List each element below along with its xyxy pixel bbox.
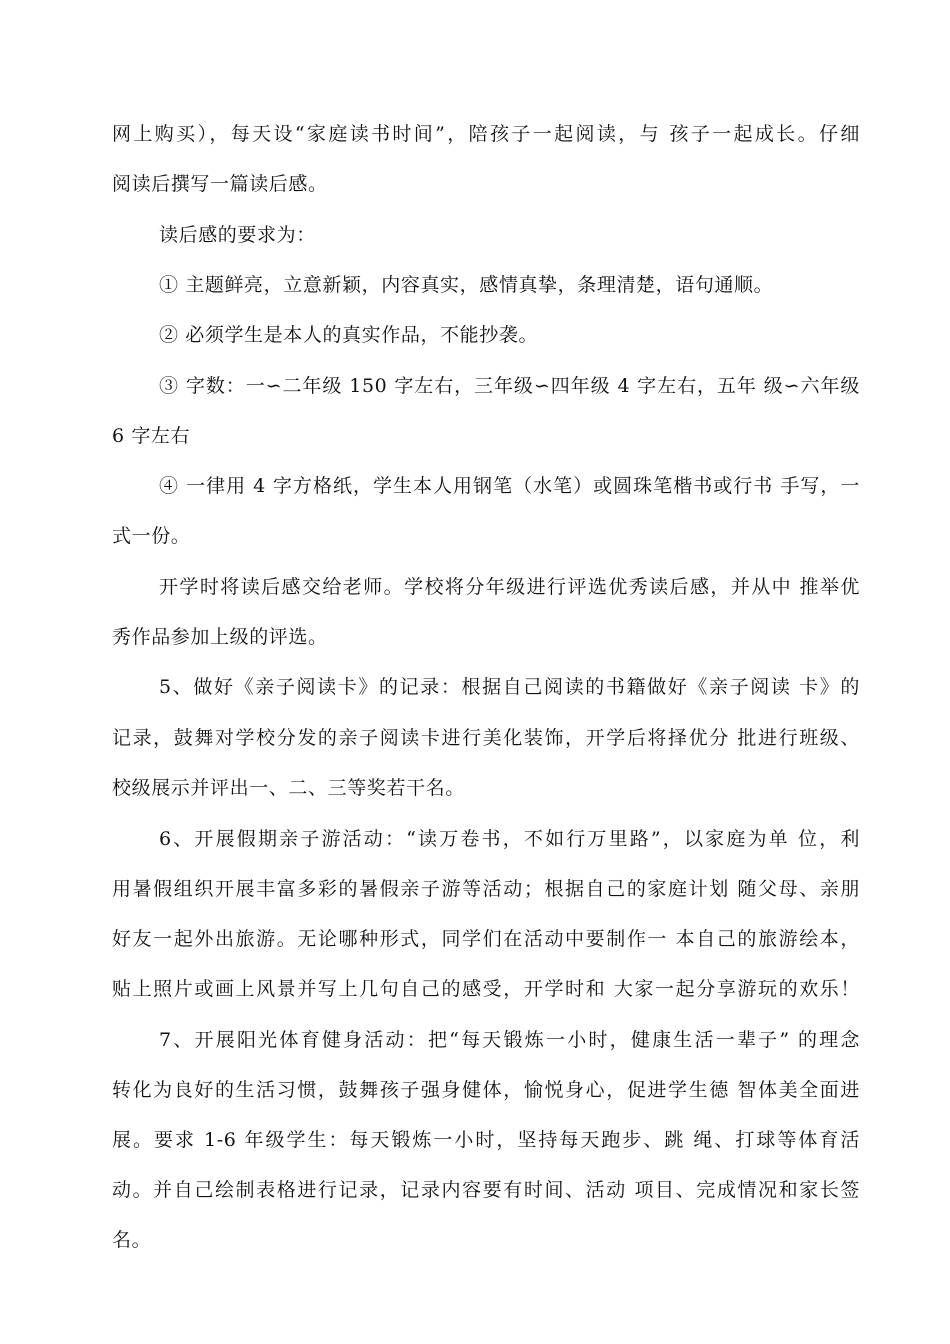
text-line: 用暑假组织开展丰富多彩的暑假亲子游等活动；根据自己的家庭计划 随父母、亲朋 <box>112 878 860 900</box>
text-line: ① 主题鲜亮，立意新颖，内容真实，感情真挚，条理清楚，语句通顺。 <box>159 274 774 296</box>
text-line: 转化为良好的生活习惯，鼓舞孩子强身健体，愉悦身心，促进学生德 智体美全面进 <box>112 1079 860 1101</box>
text-line: 5、做好《亲子阅读卡》的记录：根据自己阅读的书籍做好《亲子阅读 卡》的 <box>159 676 860 698</box>
text-line: ④ 一律用 4 字方格纸，学生本人用钢笔（水笔）或圆珠笔楷书或行书 手写，一 <box>159 475 860 497</box>
text-line: 秀作品参加上级的评选。 <box>112 626 328 648</box>
text-line: 阅读后撰写一篇读后感。 <box>112 173 328 195</box>
text-line: 展。要求 1-6 年级学生：每天锻炼一小时，坚持每天跑步、跳 绳、打球等体育活 <box>112 1129 860 1151</box>
text-line: 动。并自己绘制表格进行记录，记录内容要有时间、活动 项目、完成情况和家长签 <box>112 1179 860 1201</box>
text-line: 读后感的要求为： <box>159 224 316 246</box>
text-line: 记录，鼓舞对学校分发的亲子阅读卡进行美化装饰，开学后将择优分 批进行班级、 <box>112 727 860 749</box>
text-line: 式一份。 <box>112 525 191 547</box>
text-line: 6 字左右 <box>112 425 191 447</box>
text-line: 好友一起外出旅游。无论哪种形式，同学们在活动中要制作一 本自己的旅游绘本， <box>112 928 860 950</box>
text-line: 校级展示并评出一、二、三等奖若干名。 <box>112 777 465 799</box>
text-line: 网上购买），每天设“家庭读书时间”，陪孩子一起阅读，与 孩子一起成长。仔细 <box>112 123 860 145</box>
text-line: 开学时将读后感交给老师。学校将分年级进行评选优秀读后感，并从中 推举优 <box>159 576 860 598</box>
text-line: ③ 字数：一∽二年级 150 字左右，三年级∽四年级 4 字左右，五年 级∽六年级 <box>159 375 860 397</box>
text-line: 贴上照片或画上风景并写上几句自己的感受，开学时和 大家一起分享游玩的欢乐！ <box>112 978 860 1000</box>
text-line: ② 必须学生是本人的真实作品，不能抄袭。 <box>159 324 539 346</box>
text-line: 7、开展阳光体育健身活动：把“每天锻炼一小时，健康生活一辈子” 的理念 <box>159 1029 860 1051</box>
text-line: 名。 <box>112 1229 152 1251</box>
text-line: 6、开展假期亲子游活动：“读万卷书，不如行万里路”，以家庭为单 位，利 <box>159 828 860 850</box>
